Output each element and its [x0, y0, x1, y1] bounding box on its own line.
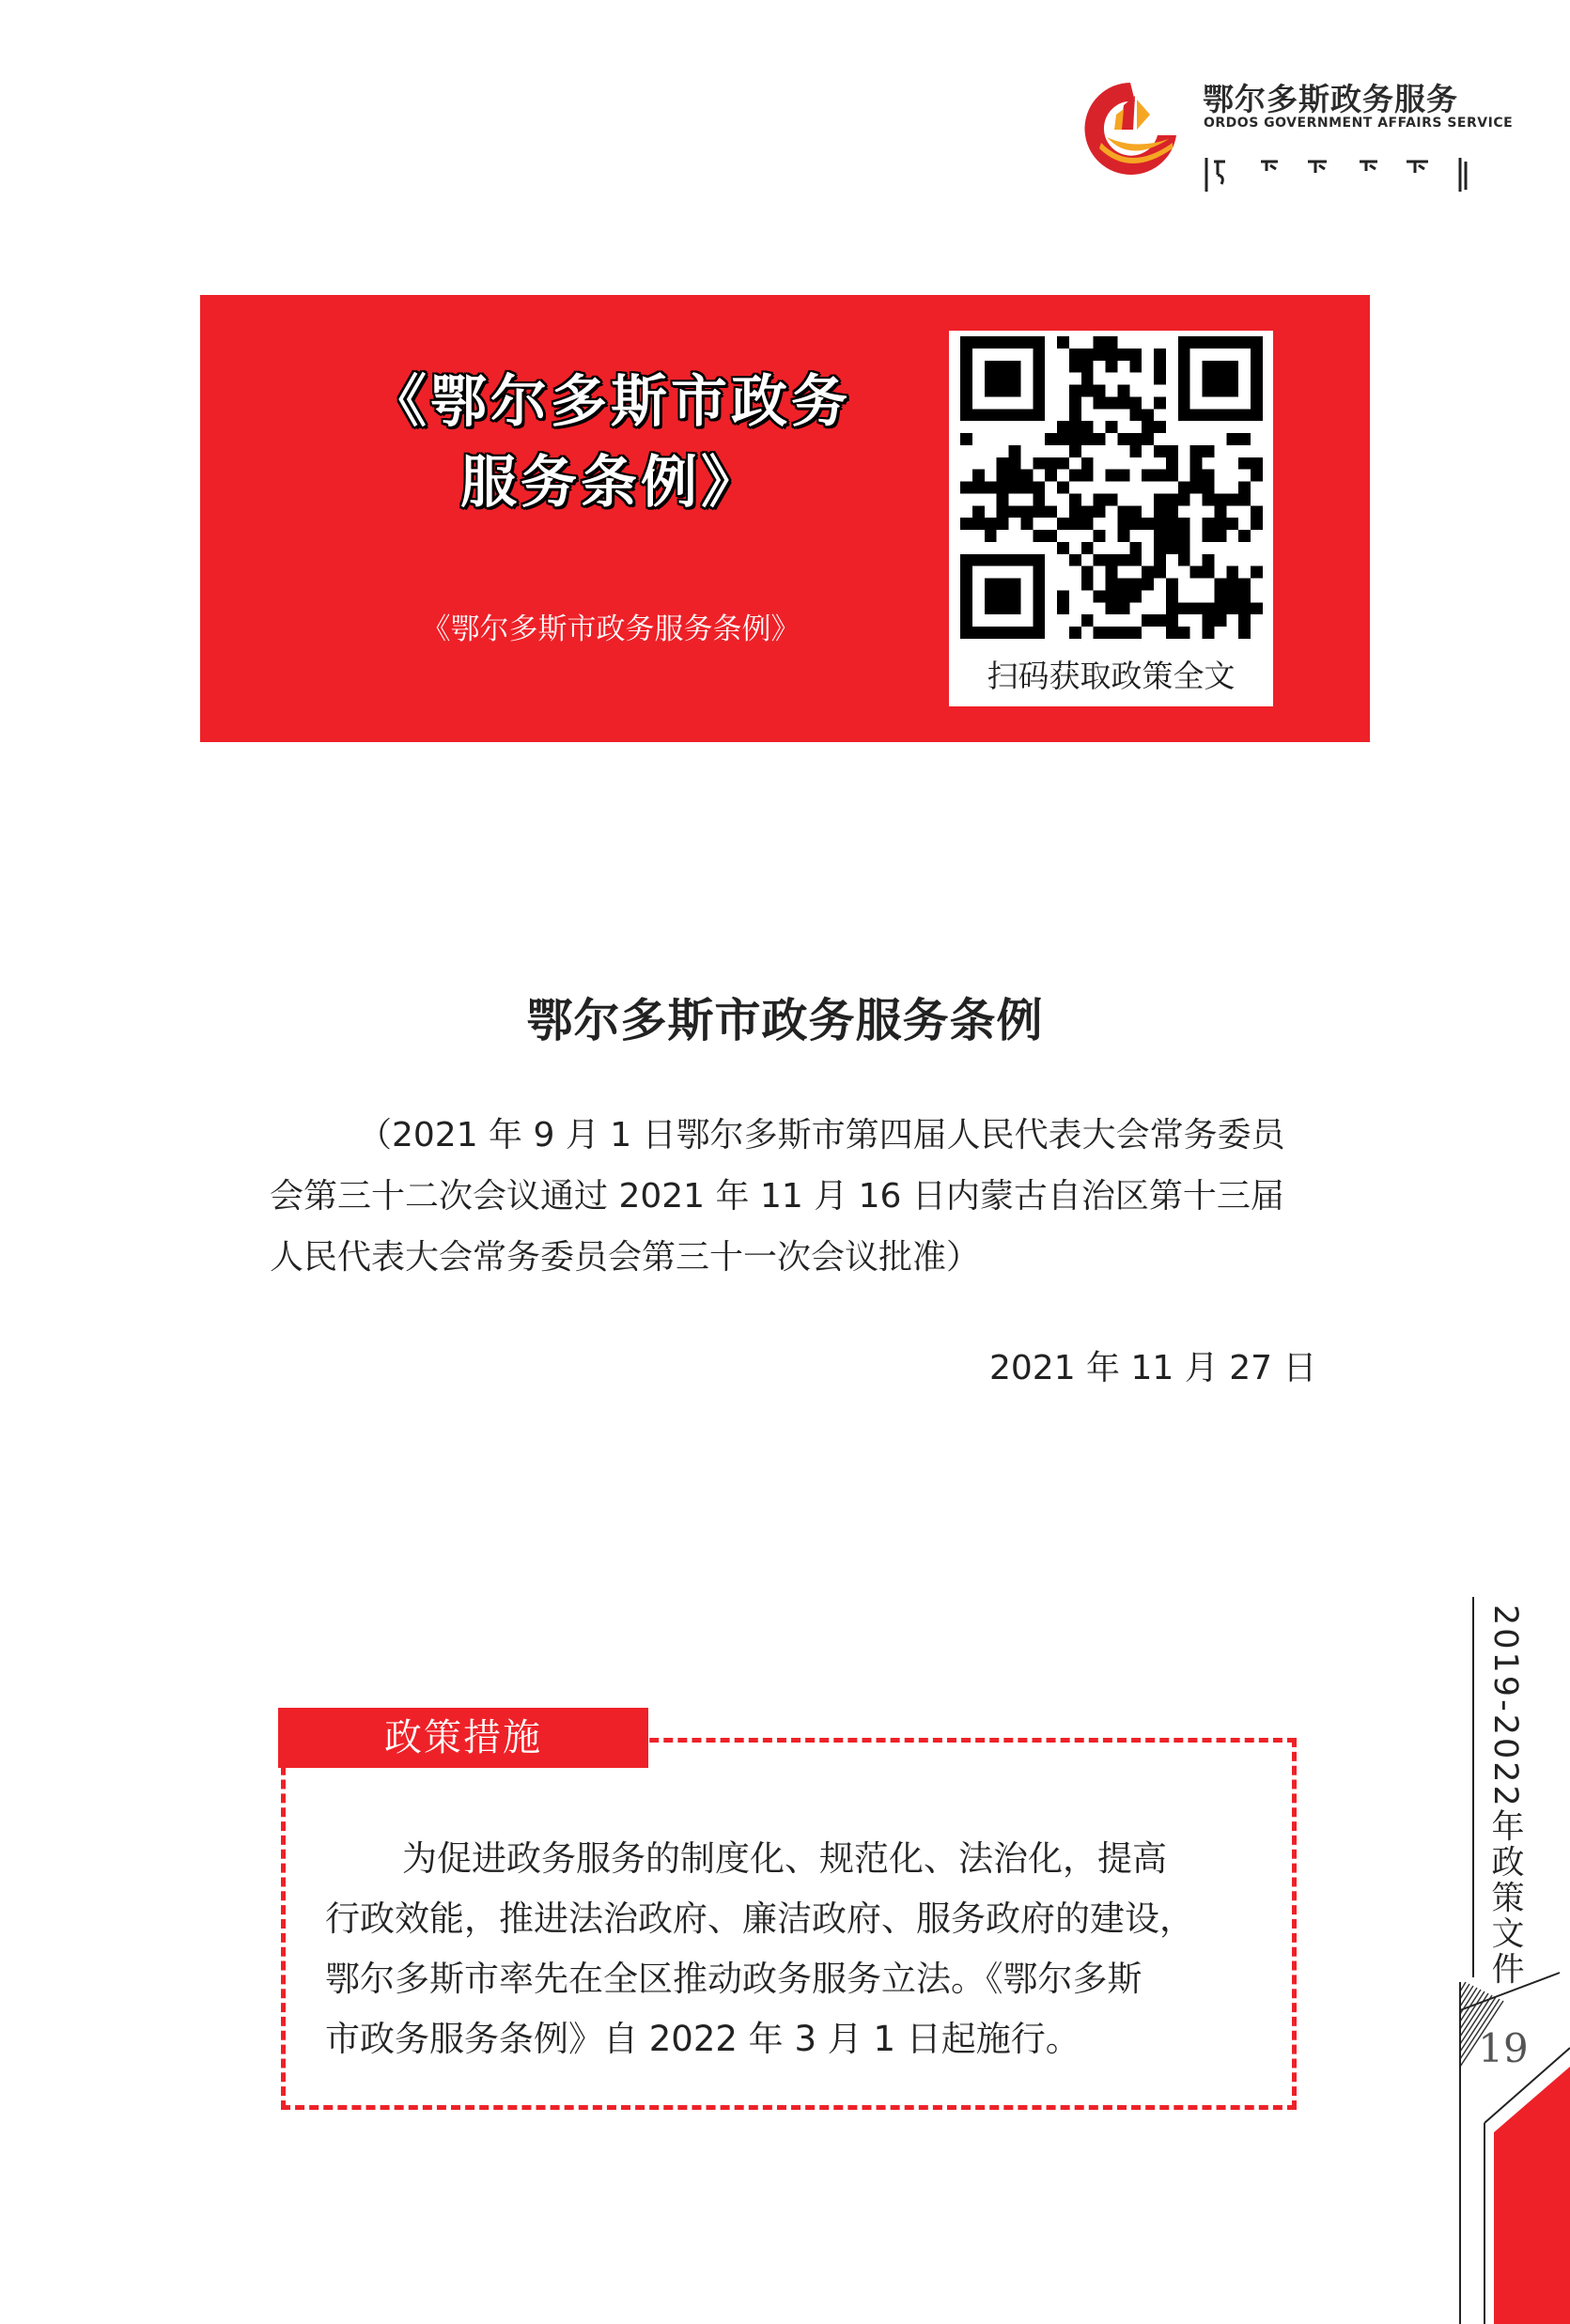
approval-note-line-2: 会第三十二次会议通过 2021 年 11 月 16 日内蒙古自治区第十三届: [270, 1177, 1284, 1216]
approval-note-line-1: （2021 年 9 月 1 日鄂尔多斯市第四届人民代表大会常务委员: [358, 1116, 1285, 1154]
logo-english-name: ORDOS GOVERNMENT AFFAIRS SERVICE: [1204, 116, 1514, 131]
policy-text-line-1: 为促进政务服务的制度化、规范化、法治化，提高: [402, 1838, 1167, 1879]
banner-title-line-1: 《鄂尔多斯市政务: [370, 369, 851, 435]
banner-title: [272, 362, 949, 523]
mongolian-script-logo: [1205, 156, 1468, 194]
qr-code-icon[interactable]: [960, 336, 1263, 639]
publication-date: 2021 年 11 月 27 日: [989, 1349, 1317, 1387]
logo-chinese-name: 鄂尔多斯政务服务: [1203, 81, 1458, 117]
side-label-policy-years: 2019-2022年政策文件: [1486, 1604, 1524, 1988]
page-number: 19: [1478, 2025, 1529, 2071]
policy-text-line-2: 行政效能，推进法治政府、廉洁政府、服务政府的建设，: [325, 1898, 1194, 1939]
policy-measures-tag: 政策措施: [278, 1708, 648, 1768]
ordos-logo-icon: [1079, 77, 1182, 180]
document-title: 鄂尔多斯市政务服务条例: [526, 993, 1044, 1047]
policy-text-line-4: 市政务服务条例》自 2022 年 3 月 1 日起施行。: [325, 2019, 1080, 2059]
banner-subtitle: 《鄂尔多斯市政务服务条例》: [421, 612, 801, 646]
approval-note-line-3: 人民代表大会常务委员会第三十一次会议批准）: [270, 1238, 981, 1277]
banner-title-line-2: 服务条例》: [460, 450, 761, 516]
policy-text-line-3: 鄂尔多斯市率先在全区推动政务服务立法。《鄂尔多斯: [325, 1959, 1143, 1999]
qr-caption: 扫码获取政策全文: [987, 658, 1236, 694]
